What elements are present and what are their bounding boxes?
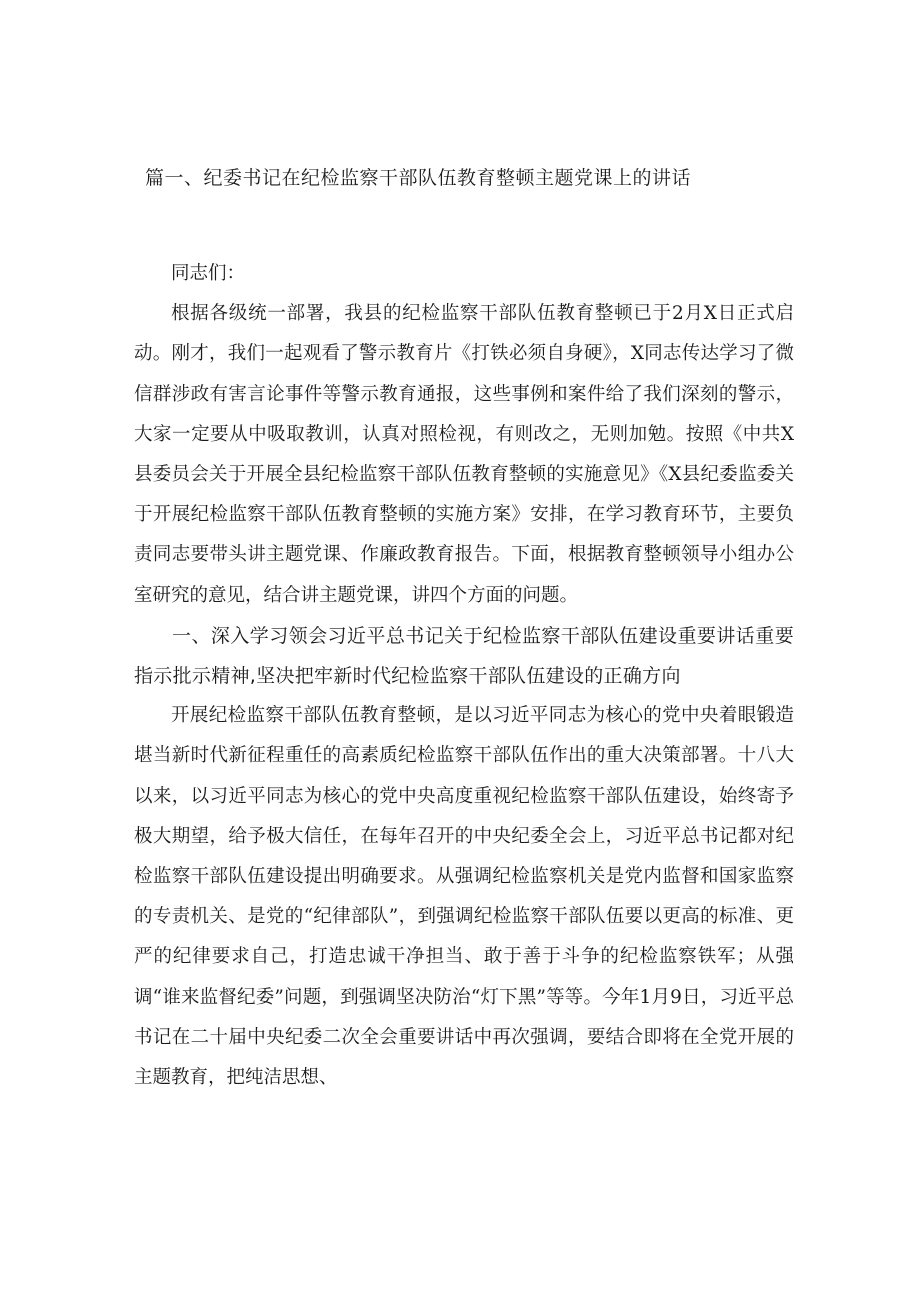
salutation: 同志们： <box>171 263 246 284</box>
intro-paragraph: 根据各级统一部署，我县的纪检监察干部队伍教育整顿已于2月X日正式启动。刚才，我们一起观看了警示教育片《打铁必须自身硬》，X同志传达学习了微信群涉政有害言论事件等警示教育通报，这些事例和案件给了我们深刻的警示，大家一定要从中吸取教训，认真对照检视，有则改之，无则加勉。按照《中共X县委员会关于开展全县纪检监察干部队伍教育整顿的实施意见》《X县纪委监委关于开展纪检监察干部队伍教育整顿的实施方案》安排，在学习教育环节，主要负责同志要带头讲主题党课、作廉政教育报告。下面，根据教育整顿领导小组办公室研究的意见，结合讲主题党课，讲四个方面的问题。 <box>134 303 794 606</box>
document-title: 篇一、纪委书记在纪检监察干部队伍教育整顿主题党课上的讲话 <box>145 167 692 189</box>
section-heading: 一、深入学习领会习近平总书记关于纪检监察干部队伍建设重要讲话重要指示批示精神,坚决把牢新时代纪检监察干部队伍建设的正确方向 <box>134 624 794 688</box>
document-body <box>134 254 794 1098</box>
section-paragraph: 开展纪检监察干部队伍教育整顿，是以习近平同志为核心的党中央着眼锻造堪当新时代新征程重任的高素质纪检监察干部队伍作出的重大决策部署。十八大以来，以习近平同志为核心的党中央高度重视纪检监察干部队伍建设，始终寄予极大期望，给予极大信任，在每年召开的中央纪委全会上，习近平总书记都对纪检监察干部队伍建设提出明确要求。从强调纪检监察机关是党内监督和国家监察的专责机关、是党的“纪律部队”，到强调纪检监察干部队伍要以更高的标准、更严的纪律要求自己，打造忠诚干净担当、敢于善于斗争的纪检监察铁军；从强调“谁来监督纪委”问题，到强调坚决防治“灯下黑”等等。今年1月9日，习近平总书记在二十届中央纪委二次全会重要讲话中再次强调，要结合即将在全党开展的主题教育，把纯洁思想、 <box>134 705 794 1089</box>
